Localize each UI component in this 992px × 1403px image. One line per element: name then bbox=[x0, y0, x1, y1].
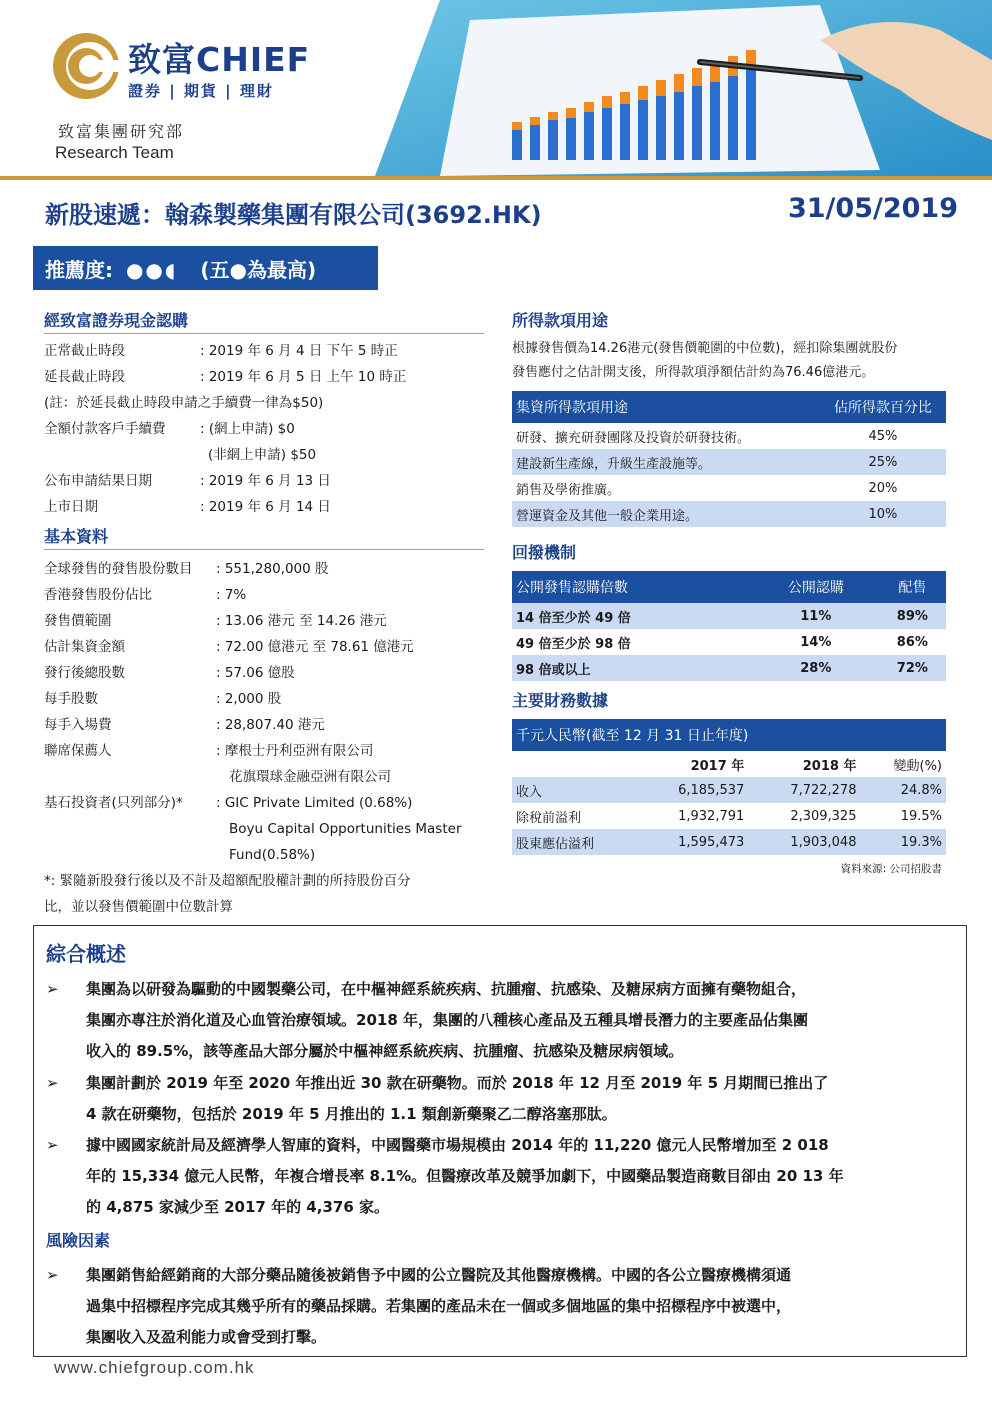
subscription-row bbox=[44, 442, 484, 468]
row-value: : GIC Private Limited (0.68%) bbox=[216, 795, 413, 811]
table-cell: 14 倍至少於 49 倍 bbox=[512, 603, 753, 629]
table-header-row bbox=[512, 719, 946, 751]
summary-box bbox=[33, 925, 967, 1357]
risk-bullet bbox=[46, 1260, 956, 1353]
basic-row bbox=[44, 712, 484, 738]
data-source: 資料來源: 公司招股書 bbox=[840, 863, 942, 875]
table-cell: 1,903,048 bbox=[748, 829, 860, 855]
chief-logo-icon bbox=[50, 30, 122, 102]
table-cell: 19.5% bbox=[900, 808, 942, 824]
table-cell: 1,595,473 bbox=[636, 829, 748, 855]
table-cell: 7,722,278 bbox=[748, 777, 860, 803]
arrow-bullet-icon: ➢ bbox=[46, 1266, 59, 1284]
row-key: 正常截止時段 bbox=[44, 343, 125, 359]
basic-row bbox=[44, 582, 484, 608]
bullet-line: 集團收入及盈利能力或會受到打擊。 bbox=[86, 1328, 327, 1346]
table-cell: 25% bbox=[816, 449, 946, 475]
row-key: 每手股數 bbox=[44, 691, 98, 707]
table-cell: 49 倍至少於 98 倍 bbox=[516, 636, 631, 652]
table-cell: 6,185,537 bbox=[636, 777, 748, 803]
report-date: 31/05/2019 bbox=[787, 193, 958, 224]
table-cell bbox=[512, 751, 636, 777]
research-dept-zh: 致富集團研究部 bbox=[58, 122, 185, 141]
rating-dots: ●●◖ bbox=[125, 258, 178, 282]
row-value: : 2019 年 6 月 4 日 下午 5 時正 bbox=[200, 343, 398, 359]
subscription-row bbox=[44, 338, 484, 364]
row-value: Fund(0.58%) bbox=[229, 847, 316, 863]
basic-row bbox=[44, 764, 484, 790]
row-value: : 摩根士丹利亞洲有限公司 bbox=[216, 743, 374, 759]
row-value: : 2019 年 6 月 5 日 上午 10 時正 bbox=[200, 369, 407, 385]
bullet-line: 的 4,875 家減少至 2017 年的 4,376 家。 bbox=[86, 1198, 389, 1216]
page-title: 新股速遞：翰森製藥集團有限公司(3692.HK) bbox=[45, 201, 542, 229]
table-cell: 89% bbox=[875, 603, 946, 629]
table-header-row bbox=[512, 571, 946, 603]
research-dept-en: Research Team bbox=[55, 143, 174, 162]
arrow-bullet-icon: ➢ bbox=[46, 980, 59, 998]
row-value: : 13.06 港元 至 14.26 港元 bbox=[216, 613, 387, 629]
table-header: 佔所得款百分比 bbox=[816, 391, 946, 423]
basic-row bbox=[44, 634, 484, 660]
basic-row bbox=[44, 660, 484, 686]
row-value: : 7% bbox=[216, 587, 247, 603]
subscription-heading: 經致富證券現金認購 bbox=[44, 308, 484, 334]
bullet-line: 據中國國家統計局及經濟學人智庫的資料，中國醫藥市場規模由 2014 年的 11,220 億元人民幣增加至 2 018 bbox=[86, 1136, 829, 1154]
bullet-line: 集團計劃於 2019 年至 2020 年推出近 30 款在研藥物。而於 2018 年 12 月至 2019 年 5 月期間已推出了 bbox=[86, 1074, 829, 1092]
company-logo bbox=[50, 30, 380, 110]
table-row bbox=[512, 449, 946, 475]
row-key: 香港發售股份佔比 bbox=[44, 587, 152, 603]
table-cell: 19.3% bbox=[860, 829, 946, 855]
logo-tagline: 證券 | 期貨 | 理財 bbox=[128, 82, 274, 100]
row-key: 延長截止時段 bbox=[44, 369, 125, 385]
table-cell: 股東應佔溢利 bbox=[512, 829, 636, 855]
clawback-section bbox=[512, 540, 946, 681]
table-row bbox=[512, 501, 946, 527]
table-cell: 建設新生產線，升級生產設施等。 bbox=[512, 449, 816, 475]
proceeds-heading: 所得款項用途 bbox=[512, 311, 609, 330]
summary-bullet bbox=[46, 1068, 956, 1130]
risk-heading: 風險因素 bbox=[46, 1231, 111, 1250]
table-row bbox=[512, 655, 946, 681]
proceeds-paragraph: 根據發售價為14.26港元(發售價範圍的中位數)，經扣除集團就股份 bbox=[512, 341, 898, 356]
footer-website-link[interactable]: www.chiefgroup.com.hk bbox=[54, 1358, 255, 1377]
table-header: 集資所得款項用途 bbox=[512, 391, 816, 423]
table-cell: 98 倍或以上 bbox=[512, 655, 753, 681]
row-key: 上市日期 bbox=[44, 499, 98, 515]
table-cell: 2,309,325 bbox=[790, 808, 857, 824]
row-value: : 28,807.40 港元 bbox=[216, 717, 325, 733]
row-value: : 2019 年 6 月 14 日 bbox=[200, 499, 331, 515]
table-cell: 24.8% bbox=[860, 777, 946, 803]
bullet-line: 集團亦專注於消化道及心血管治療領域。2018 年，集團的八種核心產品及五種具增長潛力的主要產品佔集團 bbox=[86, 1011, 808, 1029]
subscription-row bbox=[44, 494, 484, 520]
bullet-line: 集團為以研發為驅動的中國製藥公司，在中樞神經系統疾病、抗腫瘤、抗感染、及糖尿病方面擁有藥物組合， bbox=[86, 980, 807, 998]
rating-label: 推薦度: bbox=[45, 258, 113, 282]
clawback-table bbox=[512, 571, 946, 681]
proceeds-paragraph: 發售應付之估計開支後，所得款項淨額估計約為76.46億港元。 bbox=[512, 365, 875, 380]
arrow-bullet-icon: ➢ bbox=[46, 1136, 59, 1154]
row-value: : 57.06 億股 bbox=[216, 665, 295, 681]
row-key: 基石投資者(只列部分)* bbox=[44, 795, 183, 811]
row-value: Boyu Capital Opportunities Master bbox=[229, 821, 462, 837]
table-cell: 20% bbox=[868, 480, 898, 496]
bullet-line: 收入的 89.5%，該等產品大部分屬於中樞神經系統疾病、抗腫瘤、抗感染及糖尿病領域。 bbox=[86, 1042, 684, 1060]
table-cell: 收入 bbox=[512, 777, 636, 803]
table-cell: 1,932,791 bbox=[678, 808, 745, 824]
table-cell: 86% bbox=[896, 634, 928, 650]
financials-heading: 主要財務數據 bbox=[512, 691, 609, 710]
proceeds-section bbox=[512, 308, 946, 527]
row-value: 花旗環球金融亞洲有限公司 bbox=[229, 769, 391, 785]
table-row bbox=[512, 777, 946, 803]
row-value: : 72.00 億港元 至 78.61 億港元 bbox=[216, 639, 414, 655]
summary-bullet bbox=[46, 1130, 956, 1223]
table-cell: 14% bbox=[800, 634, 832, 650]
row-key: 估計集資金額 bbox=[44, 639, 125, 655]
bullet-line: 年的 15,334 億元人民幣，年複合增長率 8.1%。但醫療改革及競爭加劇下，中國藥品製造商數目卻由 20 13 年 bbox=[86, 1167, 844, 1185]
table-header: 公開認購 bbox=[753, 571, 875, 603]
basic-row bbox=[44, 842, 484, 868]
table-cell: 除稅前溢利 bbox=[516, 810, 582, 826]
summary-heading: 綜合概述 bbox=[46, 942, 126, 966]
table-header-row bbox=[512, 391, 946, 423]
row-key: 聯席保薦人 bbox=[44, 743, 112, 759]
rating-note: (五●為最高) bbox=[200, 258, 317, 282]
table-cell: 變動(%) bbox=[893, 758, 942, 774]
page-header bbox=[0, 0, 992, 180]
summary-bullet bbox=[46, 974, 956, 1067]
row-key: 全球發售的發售股份數目 bbox=[44, 561, 193, 577]
subscription-row bbox=[44, 416, 484, 442]
subscription-section bbox=[44, 308, 484, 520]
header-divider bbox=[0, 176, 992, 180]
row-value: : (網上申請) $0 bbox=[200, 421, 295, 437]
table-header: 配售 bbox=[875, 571, 946, 603]
basic-row bbox=[44, 608, 484, 634]
basic-info-heading: 基本資料 bbox=[44, 524, 484, 550]
basic-info-section bbox=[44, 524, 484, 920]
row-value: : 551,280,000 股 bbox=[216, 561, 329, 577]
row-value: (非網上申請) $50 bbox=[208, 447, 317, 463]
subscription-note: (註：於延長截止時段申請之手續費一律為$50) bbox=[44, 395, 324, 411]
table-row bbox=[512, 803, 946, 829]
table-cell: 28% bbox=[753, 655, 875, 681]
table-cell: 11% bbox=[753, 603, 875, 629]
basic-row bbox=[44, 738, 484, 764]
bullet-line: 集團銷售給經銷商的大部分藥品隨後被銷售予中國的公立醫院及其他醫療機構。中國的各公立醫療機構須通 bbox=[86, 1266, 792, 1284]
table-cell: 2017 年 bbox=[690, 758, 745, 774]
table-header: 千元人民幣(截至 12 月 31 日止年度) bbox=[512, 719, 946, 751]
proceeds-table bbox=[512, 391, 946, 527]
financials-section bbox=[512, 688, 946, 876]
subscription-row bbox=[44, 468, 484, 494]
table-cell: 45% bbox=[868, 428, 898, 444]
basic-row bbox=[44, 816, 484, 842]
row-value: : 2,000 股 bbox=[216, 691, 282, 707]
row-value: : 2019 年 6 月 13 日 bbox=[200, 473, 331, 489]
table-row bbox=[512, 423, 946, 449]
table-cell: 10% bbox=[816, 501, 946, 527]
table-row bbox=[512, 629, 946, 655]
basic-row bbox=[44, 556, 484, 582]
row-key: 發行後總股數 bbox=[44, 665, 125, 681]
financials-table bbox=[512, 719, 946, 855]
table-cell: 2018 年 bbox=[802, 758, 857, 774]
table-cell: 營運資金及其他一般企業用途。 bbox=[512, 501, 816, 527]
basic-row bbox=[44, 686, 484, 712]
table-row bbox=[512, 475, 946, 501]
table-row bbox=[512, 603, 946, 629]
row-key: 每手入場費 bbox=[44, 717, 112, 733]
row-key: 發售價範圍 bbox=[44, 613, 112, 629]
row-key: 全額付款客戶手續費 bbox=[44, 421, 166, 437]
bullet-line: 過集中招標程序完成其幾乎所有的藥品採購。若集團的產品未在一個或多個地區的集中招標程序中被選中， bbox=[86, 1297, 792, 1315]
arrow-bullet-icon: ➢ bbox=[46, 1074, 59, 1092]
footnote: 比，並以發售價範圍中位數計算 bbox=[44, 899, 233, 915]
table-row bbox=[512, 829, 946, 855]
table-row bbox=[512, 751, 946, 777]
rating-bar bbox=[33, 246, 378, 290]
row-key: 公布申請結果日期 bbox=[44, 473, 152, 489]
table-cell: 72% bbox=[875, 655, 946, 681]
footnote: *: 緊隨新股發行後以及不計及超額配股權計劃的所持股份百分 bbox=[44, 873, 411, 889]
clawback-heading: 回撥機制 bbox=[512, 543, 577, 562]
logo-text: 致富CHIEF bbox=[128, 40, 311, 79]
table-cell: 研發、擴充研發團隊及投資於研發技術。 bbox=[516, 430, 751, 446]
subscription-row bbox=[44, 364, 484, 390]
bullet-line: 4 款在研藥物，包括於 2019 年 5 月推出的 1.1 類創新藥聚乙二醇洛塞那肽。 bbox=[86, 1105, 617, 1123]
basic-row bbox=[44, 790, 484, 816]
table-header: 公開發售認購倍數 bbox=[512, 571, 753, 603]
table-cell: 銷售及學術推廣。 bbox=[516, 482, 621, 498]
